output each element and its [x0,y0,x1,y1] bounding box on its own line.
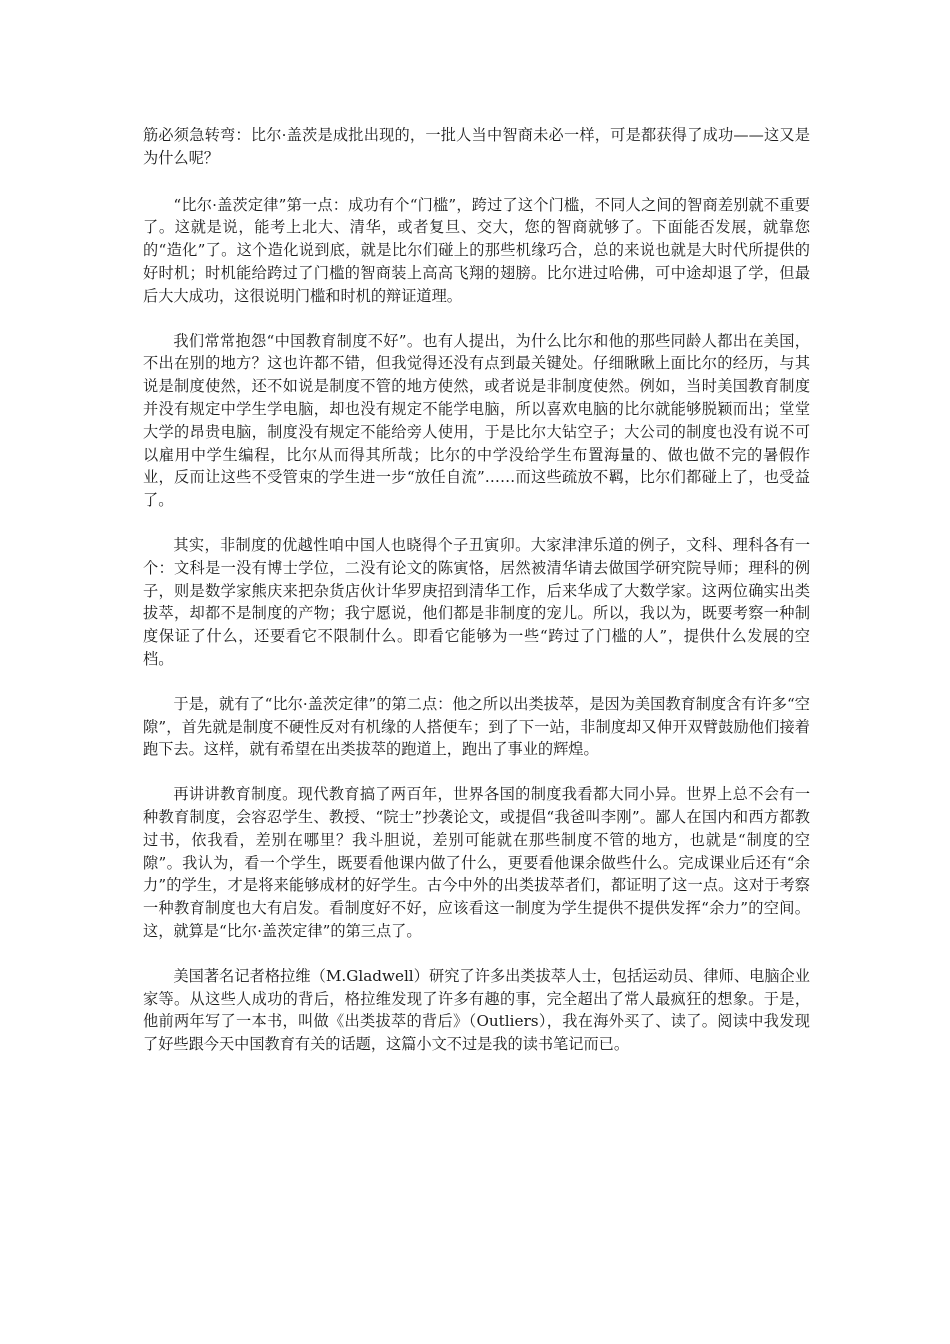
paragraph-6: 再讲讲教育制度。现代教育搞了两百年，世界各国的制度我看都大同小异。世界上总不会有一种教育制度，会容忍学生、教授、“院士”抄袭论文，或提倡“我爸叫李刚”。鄙人在国内和西方都教过书，依我看，差别在哪里？我斗胆说，差别可能就在那些制度不管的地方，也就是“制度的空隙”。我认为，看一个学生，既要看他课内做了什么，更要看他课余做些什么。完成课业后还有“余力”的学生，才是将来能够成材的好学生。古今中外的出类拔萃者们，都证明了这一点。这对于考察一种教育制度也大有启发。看制度好不好，应该看这一制度为学生提供不提供发挥“余力”的空间。这，就算是“比尔·盖茨定律”的第三点了。 [143,785,810,940]
paragraph-2: “比尔·盖茨定律”第一点：成功有个“门槛”，跨过了这个门槛，不同人之间的智商差别就不重要了。这就是说，能考上北大、清华，或者复旦、交大，您的智商就够了。下面能否发展，就靠您的“造化”了。这个造化说到底，就是比尔们碰上的那些机缘巧合，总的来说也就是大时代所提供的好时机；时机能给跨过了门槛的智商装上高高飞翔的翅膀。比尔进过哈佛，可中途却退了学，但最后大大成功，这很说明门槛和时机的辩证道理。 [143,195,810,305]
paragraph-3: 我们常常抱怨“中国教育制度不好”。也有人提出，为什么比尔和他的那些同龄人都出在美国，不出在别的地方？这也许都不错，但我觉得还没有点到最关键处。仔细瞅瞅上面比尔的经历，与其说是制度使然，还不如说是制度不管的地方使然，或者说是非制度使然。例如，当时美国教育制度并没有规定中学生学电脑，却也没有规定不能学电脑，所以喜欢电脑的比尔就能够脱颖而出；堂堂大学的昂贵电脑，制度没有规定不能给旁人使用，于是比尔大钻空子；大公司的制度也没有说不可以雇用中学生编程，比尔从而得其所哉；比尔的中学没给学生布置海量的、做也做不完的暑假作业，反而让这些不受管束的学生进一步“放任自流”……而这些疏放不羁，比尔们都碰上了，也受益了。 [143,331,810,510]
paragraph-1: 筋必须急转弯：比尔·盖茨是成批出现的，一批人当中智商未必一样，可是都获得了成功——这又是为什么呢？ [143,126,810,167]
paragraph-4: 其实，非制度的优越性咱中国人也晓得个子丑寅卯。大家津津乐道的例子，文科、理科各有一个：文科是一没有博士学位，二没有论文的陈寅恪，居然被清华请去做国学研究院导师；理科的例子，则是数学家熊庆来把杂货店伙计华罗庚招到清华工作，后来华成了大数学家。这两位确实出类拔萃，却都不是制度的产物；我宁愿说，他们都是非制度的宠儿。所以，我以为，既要考察一种制度保证了什么，还要看它不限制什么。即看它能够为一些“跨过了门槛的人”，提供什么发展的空档。 [143,535,810,668]
document-body [143,124,810,1078]
paragraph-7: 美国著名记者格拉维（M.Gladwell）研究了许多出类拔萃人士，包括运动员、律师、电脑企业家等。从这些人成功的背后，格拉维发现了许多有趣的事，完全超出了常人最疯狂的想象。于是，他前两年写了一本书，叫做《出类拔萃的背后》（Outliers），我在海外买了、读了。阅读中我发现了好些跟今天中国教育有关的话题，这篇小文不过是我的读书笔记而已。 [143,966,810,1054]
paragraph-5: 于是，就有了“比尔·盖茨定律”的第二点：他之所以出类拔萃，是因为美国教育制度含有许多“空隙”，首先就是制度不硬性反对有机缘的人搭便车；到了下一站，非制度却又伸开双臂鼓励他们接着跑下去。这样，就有希望在出类拔萃的跑道上，跑出了事业的辉煌。 [143,694,810,759]
